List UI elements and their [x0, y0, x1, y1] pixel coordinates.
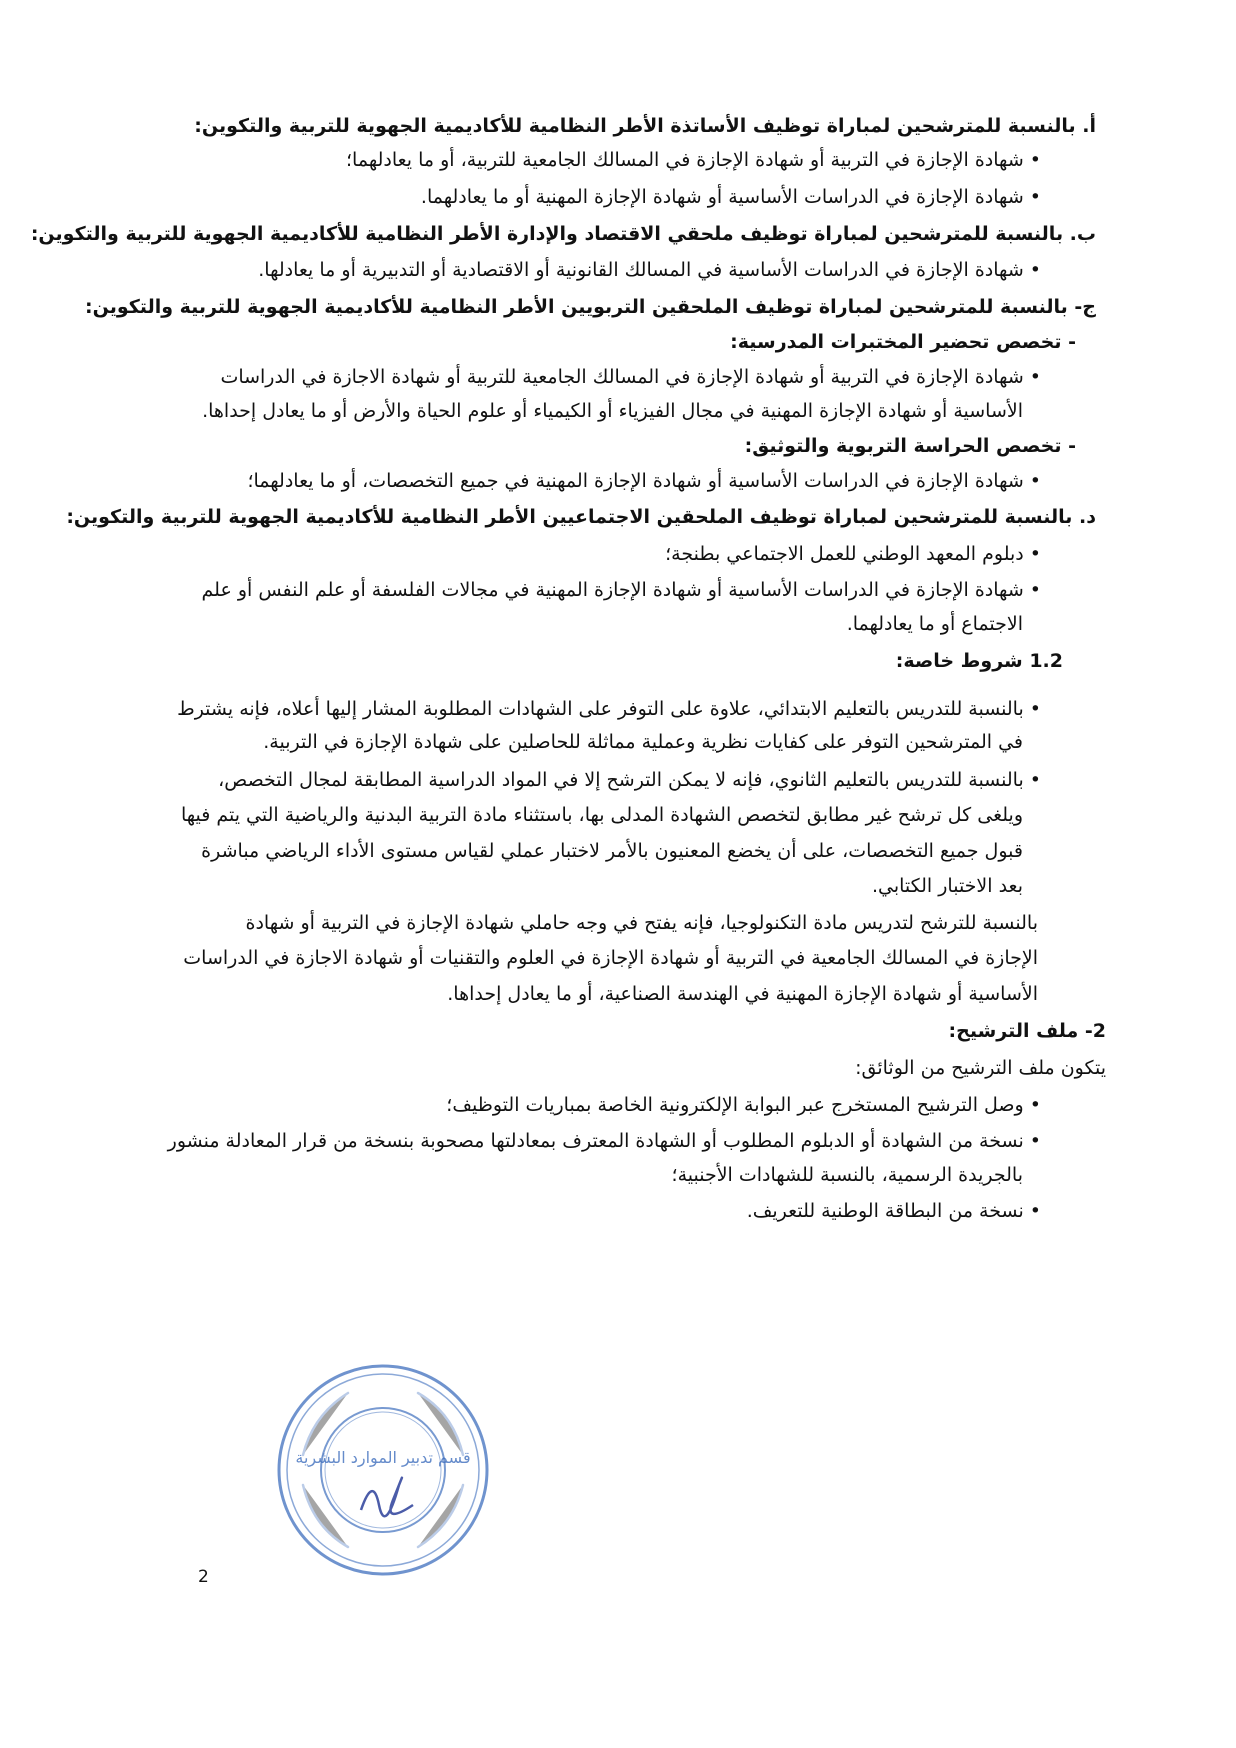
list-item-continuation: ويلغى كل ترشح غير مطابق لتخصص الشهادة المدلى بها، باستثناء مادة التربية البدنية والرياضية التي يتم فيها [180, 804, 1023, 826]
list-item-continuation: الأساسية أو شهادة الإجازة المهنية في مجال الفيزياء أو الكيمياء أو علوم الحياة والأرض أو ما يعادل إحداها. [202, 400, 1023, 422]
list-item: • وصل الترشيح المستخرج عبر البوابة الإلكترونية الخاصة بمباريات التوظيف؛ [446, 1091, 1041, 1119]
list-item-continuation: بالجريدة الرسمية، بالنسبة للشهادات الأجنبية؛ [671, 1164, 1023, 1186]
list-item: • بالنسبة للتدريس بالتعليم الابتدائي، علاوة على التوفر على الشهادات المطلوبة المشار إليها أعلاه، فإنه يشترط [177, 695, 1041, 723]
section-d-heading: د. بالنسبة للمترشحين لمباراة توظيف الملحقين الاجتماعيين الأطر النظامية للأكاديمية الجهوية للتربية والتكوين: [66, 506, 1096, 528]
list-item-continuation: قبول جميع التخصصات، على أن يخضع المعنيون بالأمر لاختبار عملي لقياس مستوى الأداء الرياضي مباشرة [201, 840, 1023, 862]
paragraph-technology-continuation: الإجازة في المسالك الجامعية في التربية أو شهادة الإجازة في العلوم والتقنيات أو شهادة الاجازة في الدراسات [183, 947, 1038, 969]
official-stamp [273, 1360, 493, 1580]
subsection-heading: - تخصص الحراسة التربوية والتوثيق: [744, 435, 1076, 457]
list-item: • شهادة الإجازة في الدراسات الأساسية في المسالك القانونية أو الاقتصادية أو التدبيرية أو ما يعادلها. [258, 256, 1041, 284]
paragraph-technology: بالنسبة للترشح لتدريس مادة التكنولوجيا، فإنه يفتح في وجه حاملي شهادة الإجازة في التربية أو شهادة [245, 912, 1038, 934]
section-b-heading: ب. بالنسبة للمترشحين لمباراة توظيف ملحقي الاقتصاد والإدارة الأطر النظامية للأكاديمية الجهوية للتربية والتكوين: [30, 223, 1096, 245]
list-item: • شهادة الإجازة في الدراسات الأساسية أو شهادة الإجازة المهنية أو ما يعادلهما. [421, 183, 1041, 211]
list-item-continuation: بعد الاختبار الكتابي. [871, 875, 1023, 897]
subsection-heading: - تخصص تحضير المختبرات المدرسية: [730, 331, 1076, 353]
section-a-heading: أ. بالنسبة للمترشحين لمباراة توظيف الأساتذة الأطر النظامية للأكاديمية الجهوية للتربية والتكوين: [194, 115, 1096, 137]
section-c-heading: ج- بالنسبة للمترشحين لمباراة توظيف الملحقين التربويين الأطر النظامية للأكاديمية الجهوية للتربية والتكوين: [85, 296, 1096, 318]
list-item: • دبلوم المعهد الوطني للعمل الاجتماعي بطنجة؛ [665, 540, 1041, 568]
list-item: • نسخة من الشهادة أو الدبلوم المطلوب أو الشهادة المعترف بمعادلتها مصحوبة بنسخة من قرار المعادلة منشور [168, 1127, 1041, 1155]
list-item: • نسخة من البطاقة الوطنية للتعريف. [747, 1197, 1041, 1225]
signature-mark [361, 1478, 413, 1517]
list-item-continuation: الاجتماع أو ما يعادلهما. [846, 613, 1023, 635]
stamp-text: قسم تدبير الموارد البشرية [295, 1448, 471, 1467]
list-item: • بالنسبة للتدريس بالتعليم الثانوي، فإنه لا يمكن الترشح إلا في المواد الدراسية المطابقة لمجال التخصص، [218, 766, 1041, 794]
list-item: • شهادة الإجازة في التربية أو شهادة الإجازة في المسالك الجامعية للتربية أو شهادة الاجازة في الدراسات [220, 363, 1041, 391]
list-item: • شهادة الإجازة في الدراسات الأساسية أو شهادة الإجازة المهنية في مجالات الفلسفة أو علم النفس أو علم [202, 576, 1041, 604]
special-conditions-heading: 1.2 شروط خاصة: [895, 650, 1063, 672]
list-item-continuation: في المترشحين التوفر على كفايات نظرية وعملية مماثلة للحاصلين على شهادة الإجازة في التربية. [263, 731, 1023, 753]
list-item: • شهادة الإجازة في التربية أو شهادة الإجازة في المسالك الجامعية للتربية، أو ما يعادلهما؛ [346, 146, 1041, 174]
application-file-heading: 2- ملف الترشيح: [948, 1020, 1106, 1042]
paragraph-technology-continuation: الأساسية أو شهادة الإجازة المهنية في الهندسة الصناعية، أو ما يعادل إحداها. [447, 983, 1038, 1005]
page-number: 2 [198, 1567, 209, 1587]
application-file-intro: يتكون ملف الترشيح من الوثائق: [855, 1057, 1106, 1079]
list-item: • شهادة الإجازة في الدراسات الأساسية أو شهادة الإجازة المهنية في جميع التخصصات، أو ما يعادلهما؛ [247, 467, 1041, 495]
